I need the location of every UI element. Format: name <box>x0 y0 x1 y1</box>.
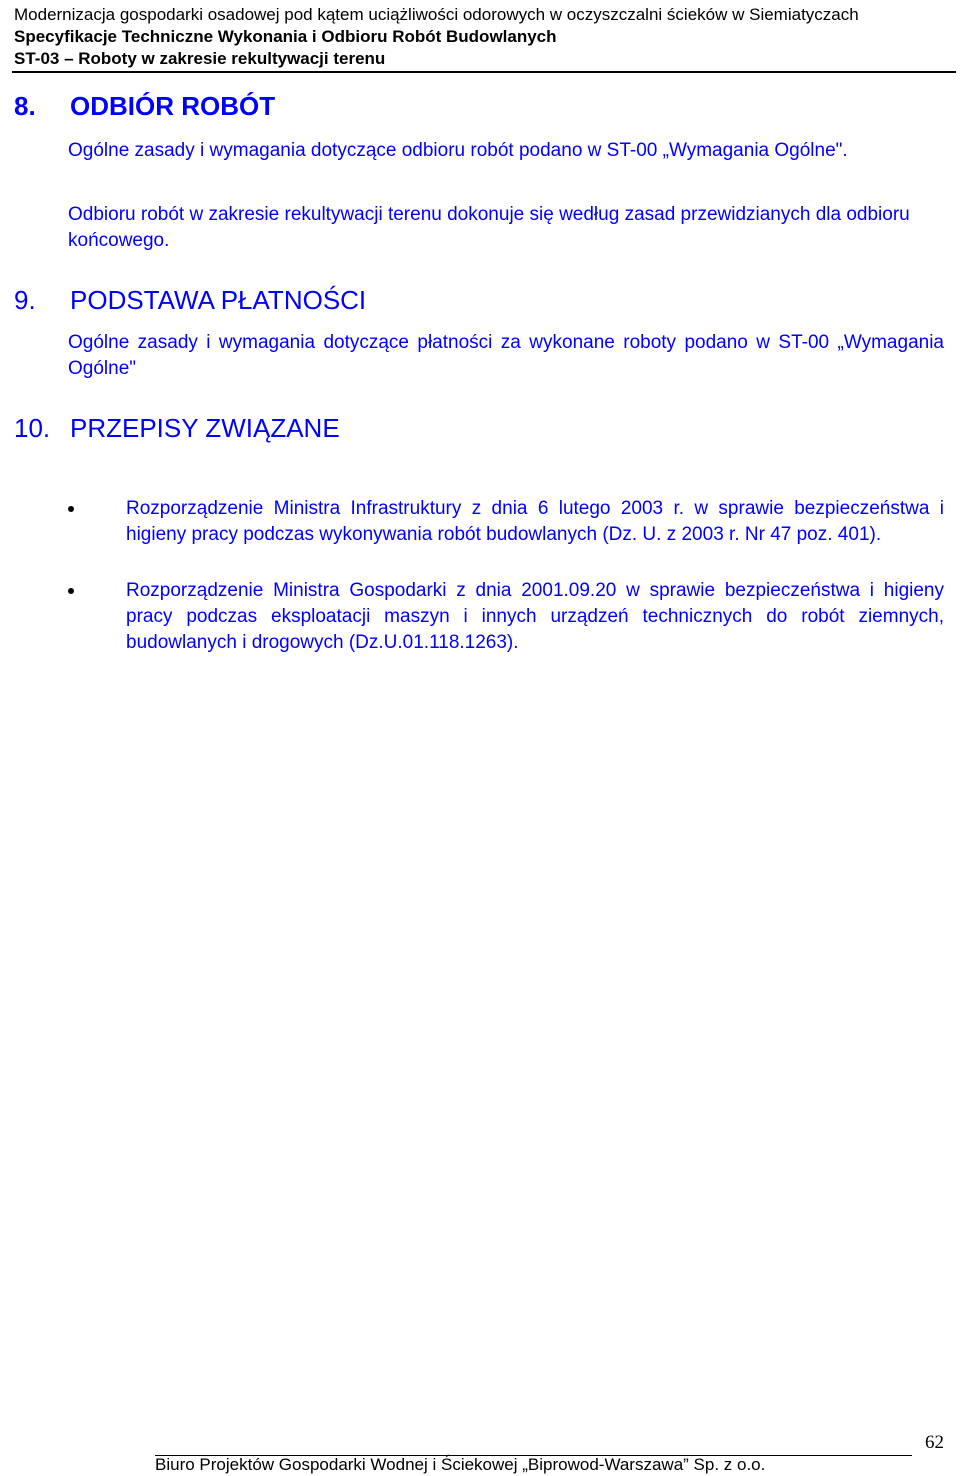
section-8-number: 8. <box>14 91 36 121</box>
section-9-title: PODSTAWA PŁATNOŚCI <box>70 285 367 315</box>
bullet-icon <box>68 588 74 594</box>
page-number: 62 <box>925 1432 944 1453</box>
regulation-list-item <box>68 496 944 548</box>
section-8-paragraph-1: Ogólne zasady i wymagania dotyczące odbioru robót podano w ST-00 „Wymagania Ogólne". <box>68 140 848 161</box>
section-10-title: PRZEPISY ZWIĄZANE <box>70 413 340 443</box>
bullet-icon <box>68 506 74 512</box>
section-8-title: ODBIÓR ROBÓT <box>70 91 276 121</box>
section-8-heading <box>14 90 275 122</box>
section-8-paragraph-2: Odbioru robót w zakresie rekultywacji terenu dokonuje się według zasad przewidzianych dla odbioru końcowego. <box>68 204 910 251</box>
regulation-list-item <box>68 578 944 656</box>
section-9-number: 9. <box>14 285 36 315</box>
header-project-title: Modernizacja gospodarki osadowej pod kątem uciążliwości odorowych w oczyszczalni ścieków w Siemiatyczach <box>14 5 859 24</box>
regulation-text: Rozporządzenie Ministra Infrastruktury z dnia 6 lutego 2003 r. w sprawie bezpieczeństwa i higieny pracy podczas wykonywania robót budowlanych (Dz. U. z 2003 r. Nr 47 poz. 401). <box>126 498 944 545</box>
footer-company: Biuro Projektów Gospodarki Wodnej i Ściekowej „Biprowod-Warszawa” Sp. z o.o. <box>155 1455 766 1474</box>
section-9-heading <box>14 284 366 316</box>
header-divider <box>12 71 956 73</box>
regulation-text: Rozporządzenie Ministra Gospodarki z dnia 2001.09.20 w sprawie bezpieczeństwa i higieny pracy podczas eksploatacji maszyn i innych urządzeń technicznych do robót ziemnych, budowlanych i drogowych (Dz.U.01.118.1263). <box>126 580 944 653</box>
section-10-number: 10. <box>14 413 51 443</box>
section-9-paragraph-1: Ogólne zasady i wymagania dotyczące płatności za wykonane roboty podano w ST-00 „Wymagania Ogólne" <box>68 332 944 379</box>
section-10-heading <box>14 412 340 444</box>
document-header <box>14 4 950 70</box>
header-section-code: ST-03 – Roboty w zakresie rekultywacji terenu <box>14 49 386 68</box>
header-spec-title: Specyfikacje Techniczne Wykonania i Odbioru Robót Budowlanych <box>14 27 557 46</box>
